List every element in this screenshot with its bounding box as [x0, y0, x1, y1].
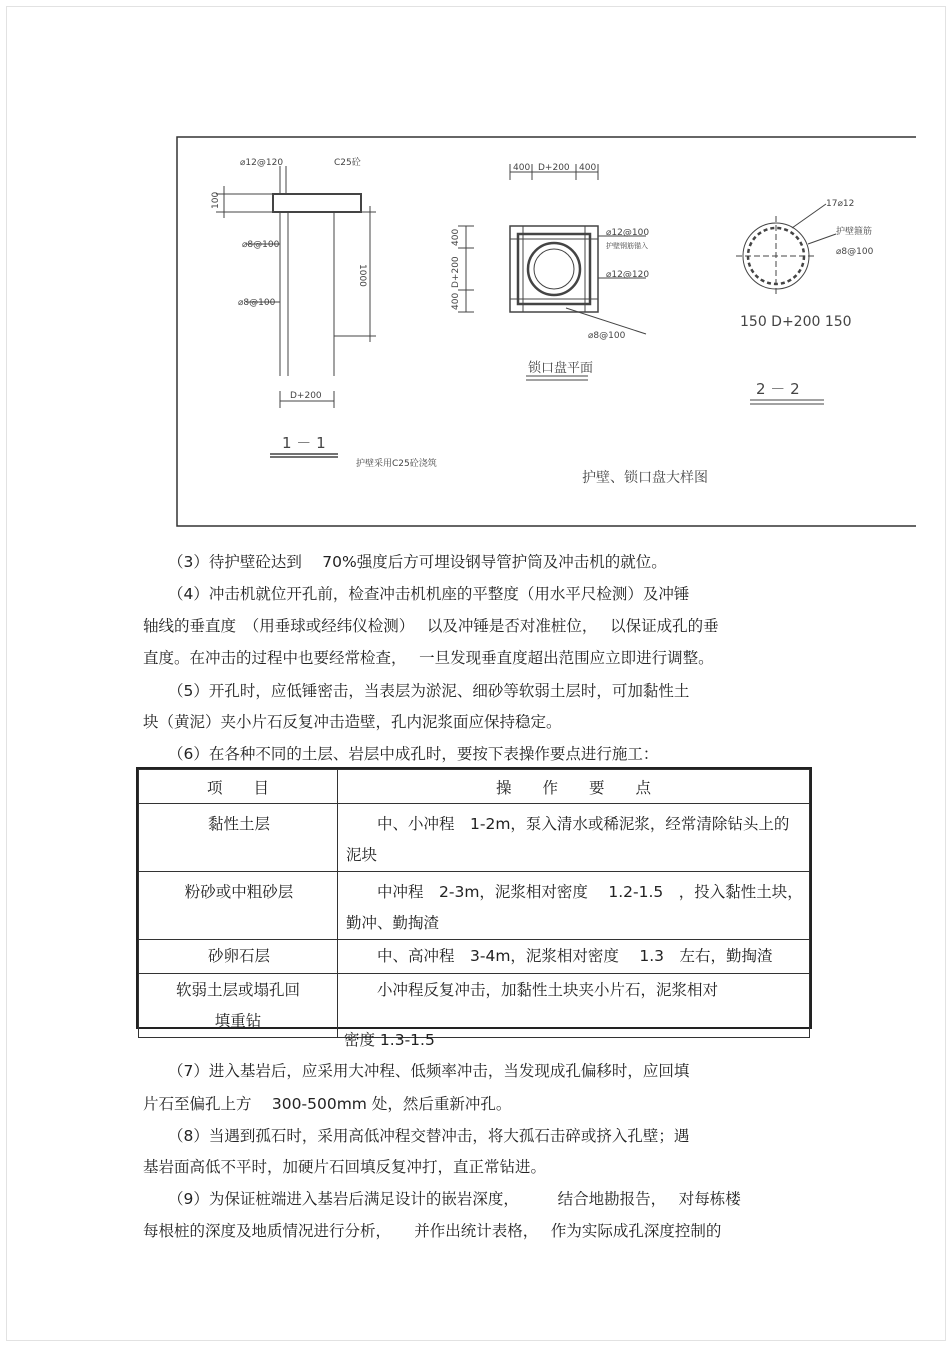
- para-7-line1: （7）进入基岩后，应采用大冲程、低频率冲击，当发现成孔偏移时，应回填: [168, 1062, 690, 1080]
- plan-dim-top-3: 400: [579, 163, 597, 173]
- sec1-rebar-top: ⌀12@120: [240, 158, 284, 168]
- sec1-dim-left: 100: [211, 191, 221, 209]
- row-item: 软弱土层或塌孔回填重钻: [175, 981, 300, 1030]
- sec1-dim-bottom: D+200: [290, 391, 322, 401]
- plan-dim-left-1: 400: [451, 228, 461, 246]
- header-points: 操 作 要 点: [338, 770, 810, 804]
- para-9-line2: 每根桩的深度及地质情况进行分析， 并作出统计表格， 作为实际成孔深度控制的: [143, 1222, 722, 1240]
- para-4-line2: 轴线的垂直度 （用垂球或经纬仪检测） 以及冲锤是否对准桩位， 以保证成孔的垂: [143, 617, 719, 635]
- row-item: 粉砂或中粗砂层: [184, 883, 294, 901]
- operation-table: [136, 767, 812, 1029]
- para-4-line3: 直度。在冲击的过程中也要经常检查， 一旦发现垂直度超出范围应立即进行调整。: [143, 649, 714, 667]
- plan-rebar-1: ⌀12@100: [606, 228, 650, 238]
- sec1-concrete: C25砼: [334, 158, 361, 168]
- sec2-dims: 150 D+200 150: [740, 314, 852, 330]
- sec2-rebar-1: 17⌀12: [826, 199, 855, 209]
- row-point: 小冲程反复冲击，加黏性土块夹小片石，泥浆相对: [346, 981, 719, 999]
- para-8-line1: （8）当遇到孤石时，采用高低冲程交替冲击，将大孤石击碎或挤入孔壁；遇: [168, 1127, 690, 1145]
- para-5-line1: （5）开孔时，应低锤密击，当表层为淤泥、细砂等软弱土层时，可加黏性土: [168, 682, 690, 700]
- plan-dim-left-3: 400: [451, 292, 461, 310]
- para-5-line2: 块（黄泥）夹小片石反复冲击造壁，孔内泥浆面应保持稳定。: [143, 713, 562, 731]
- sec1-rebar-low: ⌀8@100: [238, 298, 276, 308]
- plan-title: 锁口盘平面: [528, 361, 594, 376]
- section-1-1: [216, 166, 376, 457]
- row-point: 中冲程 2-3m，泥浆相对密度 1.2-1.5 ，投入黏性土块，勤冲、勤掏渣: [346, 883, 803, 932]
- row-item: 砂卵石层: [207, 947, 270, 965]
- sec1-note: 护壁采用C25砼浇筑: [356, 459, 437, 469]
- header-item: 项 目: [139, 770, 338, 804]
- sec2-title: 2 － 2: [756, 380, 800, 398]
- table-row: [139, 804, 810, 872]
- section-2-2: [736, 204, 836, 404]
- para-3: （3）待护壁砼达到 70%强度后方可埋设钢导管护筒及冲击机的就位。: [168, 553, 667, 571]
- sec2-label: 护壁箍筋: [836, 227, 873, 237]
- row-point: 中、高冲程 3-4m，泥浆相对密度 1.3 左右，勤掏渣: [346, 947, 773, 965]
- sec1-title: 1 － 1: [282, 434, 326, 452]
- drawing-caption: 护壁、锁口盘大样图: [582, 470, 708, 486]
- sec1-dim-right: 1000: [357, 264, 367, 287]
- para-9-line1: （9）为保证桩端进入基岩后满足设计的嵌岩深度， 结合地勘报告， 对每栋楼: [168, 1190, 741, 1208]
- table-row: [139, 940, 810, 974]
- plan-rebar-2: ⌀12@120: [606, 270, 650, 280]
- table-header-row: [139, 770, 810, 804]
- plan-dim-left-2: D+200: [451, 256, 461, 288]
- para-4-line1: （4）冲击机就位开孔前，检查冲击机机座的平整度（用水平尺检测）及冲锤: [168, 585, 690, 603]
- plan-dim-top-1: 400: [513, 163, 531, 173]
- para-8-line2: 基岩面高低不平时，加硬片石回填反复冲打，直正常钻进。: [143, 1158, 547, 1176]
- table-row: [139, 872, 810, 940]
- plan-rebar-3: ⌀8@100: [588, 331, 626, 341]
- row-point: 中、小冲程 1-2m，泵入清水或稀泥浆，经常清除钻头上的泥块: [346, 815, 790, 864]
- row-item: 黏性土层: [207, 815, 270, 833]
- sec2-rebar-2: ⌀8@100: [836, 247, 874, 257]
- table-overflow-text: 密度 1.3-1.5: [344, 1031, 435, 1049]
- table-row: [139, 974, 810, 1038]
- plan-dim-top-2: D+200: [538, 163, 570, 173]
- sec1-rebar-mid: ⌀8@100: [242, 240, 280, 250]
- para-7-line2: 片石至偏孔上方 300-500mm 处，然后重新冲孔。: [143, 1095, 512, 1113]
- detail-drawing: [176, 136, 916, 528]
- para-6: （6）在各种不同的土层、岩层中成孔时，要按下表操作要点进行施工：: [168, 745, 659, 763]
- plan-rebar-1-note: 护壁钢筋锚入: [606, 242, 648, 250]
